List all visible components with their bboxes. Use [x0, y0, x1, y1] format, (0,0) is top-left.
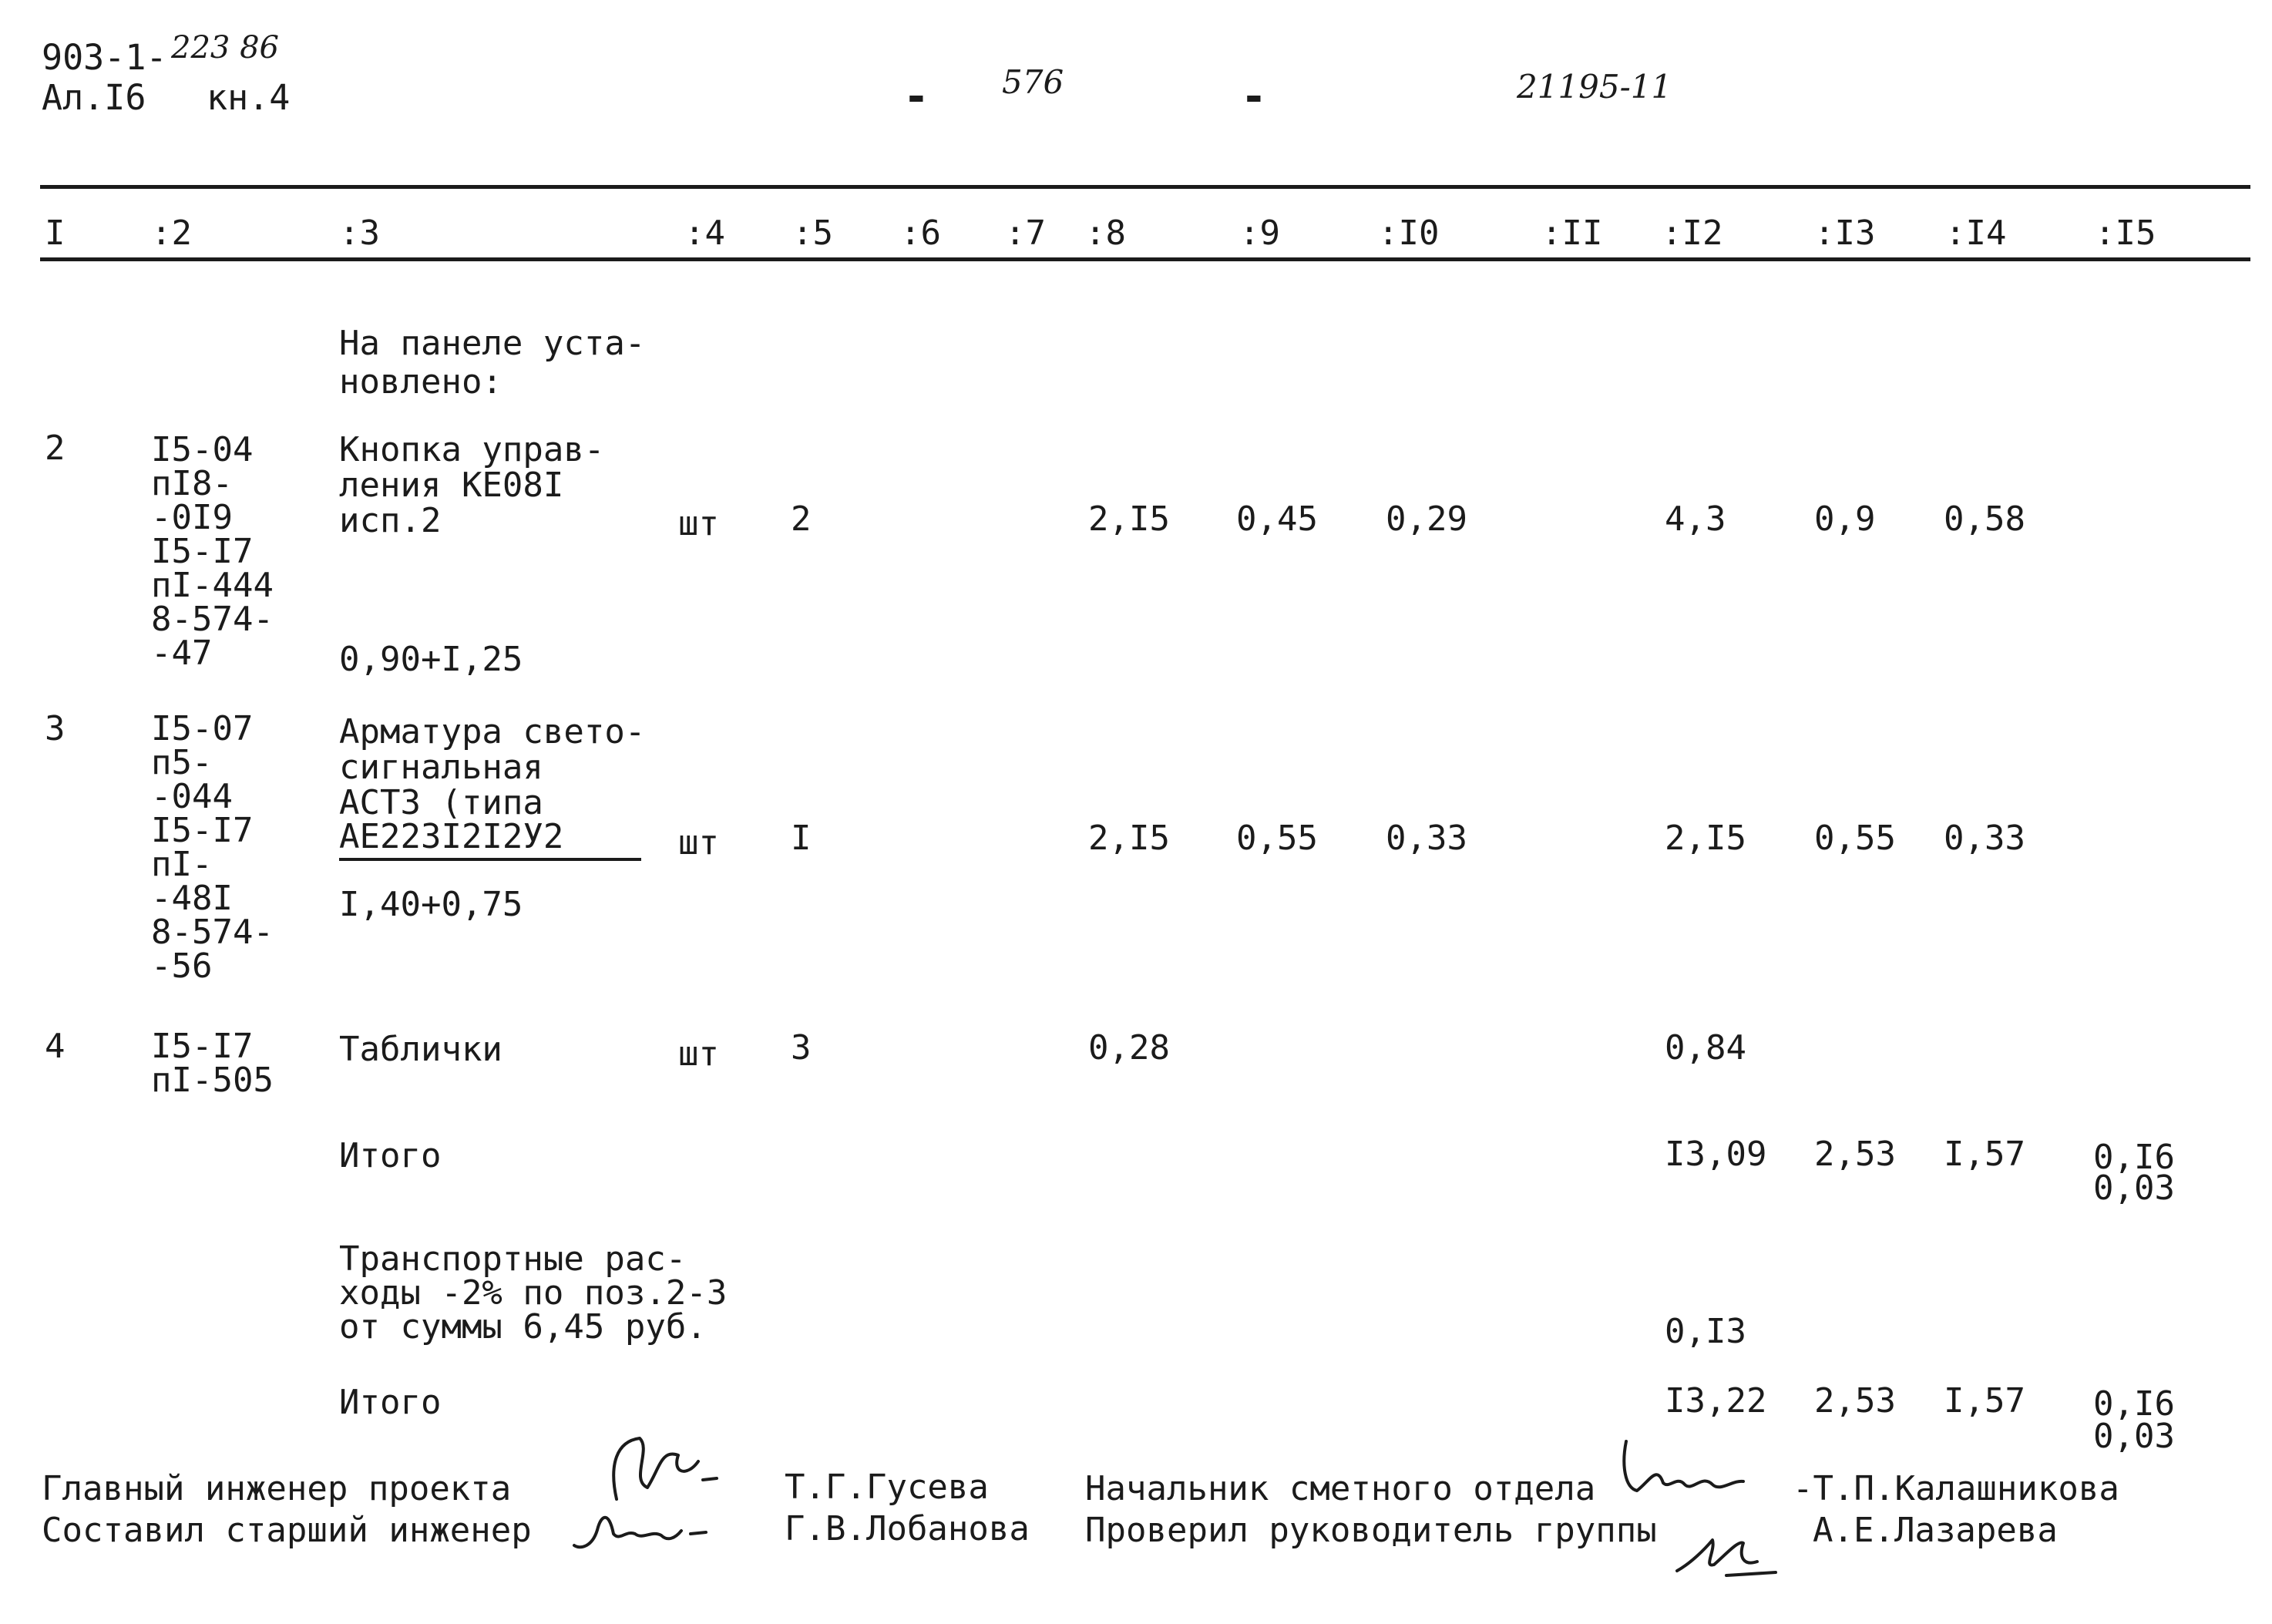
row-col13: 0,9: [1814, 499, 1876, 539]
row-code-line: пI-444: [151, 566, 274, 605]
row-code-line: пI8-: [151, 464, 233, 503]
row-code-line: -56: [151, 946, 213, 986]
row-number: 4: [45, 1027, 66, 1066]
section-title-line-1: На панеле уста-: [339, 324, 646, 363]
author-name: Г.В.Лобанова: [785, 1509, 1030, 1548]
col-header-9: :9: [1239, 214, 1280, 253]
total-col13: 2,53: [1814, 1381, 1896, 1421]
row-code-line: I5-04: [151, 430, 254, 469]
row-code-line: -47: [151, 634, 213, 673]
signature-checker: [1677, 1540, 1776, 1575]
chief-engineer-name: Т.Г.Гусева: [785, 1468, 989, 1507]
row-name-line: ления КЕ08I: [339, 466, 564, 505]
page-dash-right: -: [1241, 72, 1267, 122]
row-name-line: Кнопка управ-: [339, 430, 605, 469]
row-name-line: АСТ3 (типа: [339, 783, 543, 822]
col-header-12: :I2: [1662, 214, 1723, 253]
row-code-line: п5-: [151, 743, 213, 782]
total-label: Итого: [339, 1383, 442, 1422]
row-col10: 0,33: [1386, 819, 1467, 858]
row-formula: I,40+0,75: [339, 885, 523, 924]
row-code-line: 8-574-: [151, 913, 274, 952]
col-header-11: :II: [1541, 214, 1603, 253]
row-qty: 3: [791, 1028, 812, 1068]
signature-head: [1624, 1441, 1743, 1491]
page-number: 576: [1002, 63, 1064, 101]
total-col14: I,57: [1944, 1135, 2025, 1174]
row-col12: 2,I5: [1665, 819, 1746, 858]
total-col12: I3,22: [1665, 1381, 1767, 1421]
row-name-line: сигнальная: [339, 748, 543, 787]
signature-author: [574, 1518, 706, 1547]
row-code-line: I5-I7: [151, 532, 254, 571]
col-header-3: :3: [339, 214, 380, 253]
col-header-10: :I0: [1378, 214, 1440, 253]
head-of-department-title: Начальник сметного отдела: [1085, 1469, 1596, 1508]
row-code-line: пI-505: [151, 1061, 274, 1100]
row-code-line: -044: [151, 777, 233, 816]
row-col14: 0,58: [1944, 499, 2025, 539]
row-col9: 0,55: [1236, 819, 1318, 858]
total-col12: I3,09: [1665, 1135, 1767, 1174]
row-col12: 0,84: [1665, 1028, 1746, 1068]
row-name-line: Таблички: [339, 1030, 502, 1069]
document-code-handwritten: 223 86: [171, 30, 279, 66]
row-formula: 0,90+I,25: [339, 640, 523, 679]
total-col15-line-2: 0,03: [2093, 1417, 2175, 1456]
col-header-14: :I4: [1945, 214, 2007, 253]
chief-engineer-title: Главный инженер проекта: [42, 1469, 512, 1508]
row-col9: 0,45: [1236, 499, 1318, 539]
row-code-line: -0I9: [151, 498, 233, 537]
row-name-line: АЕ223I2I2У2: [339, 817, 564, 856]
row-number: 3: [45, 709, 66, 748]
col-header-4: :4: [684, 214, 725, 253]
transport-col12: 0,I3: [1665, 1312, 1746, 1351]
total-col15-line-2: 0,03: [2093, 1168, 2175, 1208]
signature-chief: [613, 1438, 717, 1499]
total-col13: 2,53: [1814, 1135, 1896, 1174]
row-code-line: -48I: [151, 879, 233, 918]
head-of-department-name: -Т.П.Калашникова: [1793, 1469, 2119, 1508]
transport-line: Транспортные рас-: [339, 1239, 687, 1279]
document-code: 903-1-: [42, 37, 167, 78]
row-code-line: I5-07: [151, 709, 254, 748]
page-dash-left: -: [903, 72, 929, 122]
row-col14: 0,33: [1944, 819, 2025, 858]
row-col8: 2,I5: [1088, 499, 1170, 539]
section-title-line-2: новлено:: [339, 362, 502, 402]
col-header-15: :I5: [2095, 214, 2156, 253]
col-header-7: :7: [1005, 214, 1046, 253]
sheet-number: 21195-11: [1517, 68, 1672, 106]
row-col12: 4,3: [1665, 499, 1726, 539]
transport-line: ходы -2% по поз.2-3: [339, 1273, 728, 1313]
author-title: Составил старший инженер: [42, 1511, 532, 1550]
row-code-line: пI-: [151, 845, 213, 884]
book-label: кн.4: [207, 77, 291, 118]
row-unit: шт: [678, 1034, 719, 1074]
col-header-13: :I3: [1814, 214, 1876, 253]
row-col8: 2,I5: [1088, 819, 1170, 858]
row-name-line: Арматура свето-: [339, 712, 646, 751]
col-header-2: :2: [151, 214, 192, 253]
album-label: Ал.I6: [42, 77, 146, 118]
transport-line: от суммы 6,45 руб.: [339, 1307, 707, 1347]
total-col15-line-1: 0,I6: [2093, 1384, 2175, 1424]
row-qty: 2: [791, 499, 812, 539]
row-col10: 0,29: [1386, 499, 1467, 539]
col-header-1: I: [45, 214, 66, 253]
row-unit: шт: [678, 504, 719, 543]
total-col15-line-1: 0,I6: [2093, 1138, 2175, 1177]
row-unit: шт: [678, 823, 719, 862]
row-col8: 0,28: [1088, 1028, 1170, 1068]
row-number: 2: [45, 429, 66, 468]
checker-name: А.Е.Лазарева: [1813, 1511, 2058, 1550]
row-code-line: I5-I7: [151, 1027, 254, 1066]
col-header-8: :8: [1085, 214, 1126, 253]
total-label: Итого: [339, 1136, 442, 1175]
row-name-line: исп.2: [339, 501, 442, 540]
total-col14: I,57: [1944, 1381, 2025, 1421]
row-code-line: I5-I7: [151, 811, 254, 850]
checker-title: Проверил руководитель группы: [1085, 1511, 1657, 1550]
col-header-5: :5: [792, 214, 833, 253]
row-qty: I: [791, 819, 812, 858]
row-code-line: 8-574-: [151, 600, 274, 639]
col-header-6: :6: [900, 214, 941, 253]
row-col13: 0,55: [1814, 819, 1896, 858]
